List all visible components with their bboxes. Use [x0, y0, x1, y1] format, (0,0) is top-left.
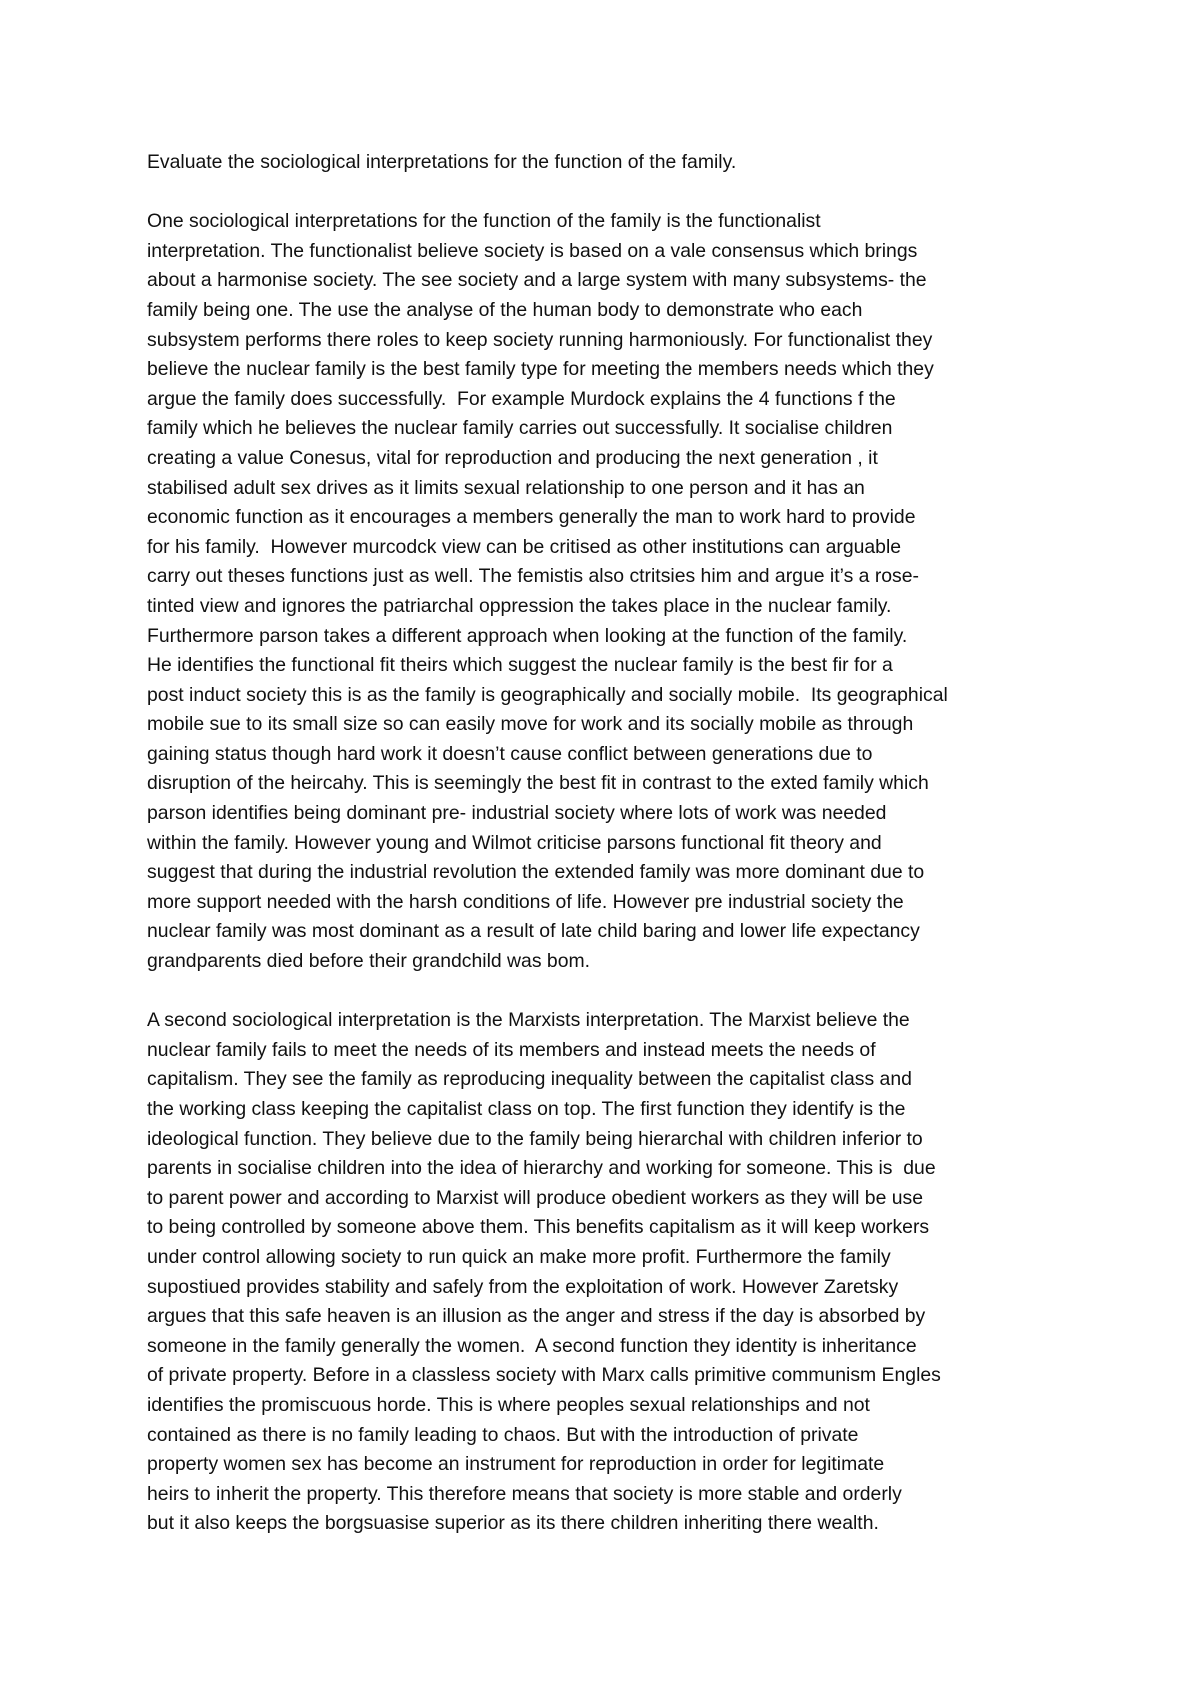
text-line: capitalism. They see the family as reproducing inequality between the capitalist class and [147, 1068, 912, 1091]
text-line: post induct society this is as the family is geographically and socially mobile. Its geographical [147, 683, 948, 706]
text-line: about a harmonise society. The see society and a large system with many subsystems- the [147, 269, 927, 292]
text-line: He identifies the functional fit theirs which suggest the nuclear family is the best fir for a [147, 654, 893, 677]
text-line: for his family. However murcodck view can be critised as other institutions can arguable [147, 535, 902, 558]
text-line: grandparents died before their grandchild was bom. [147, 950, 591, 973]
text-line: property women sex has become an instrument for reproduction in order for legitimate [147, 1453, 885, 1476]
paragraph-marxist [147, 1006, 1067, 1539]
text-line: suggest that during the industrial revolution the extended family was more dominant due to [147, 861, 925, 884]
text-line: within the family. However young and Wilmot criticise parsons functional fit theory and [147, 831, 882, 854]
text-line: ideological function. They believe due to the family being hierarchal with children inferior to [147, 1127, 923, 1150]
text-line: believe the nuclear family is the best family type for meeting the members needs which they [147, 358, 934, 381]
document-body [147, 148, 1067, 1539]
text-line: the working class keeping the capitalist class on top. The first function they identify is the [147, 1098, 906, 1120]
text-line: A second sociological interpretation is the Marxists interpretation. The Marxist believe the [147, 1009, 910, 1032]
text-line: creating a value Conesus, vital for reproduction and producing the next generation , it [147, 446, 878, 469]
text-line: economic function as it encourages a members generally the man to work hard to provide [147, 506, 916, 529]
text-line: of private property. Before in a classless society with Marx calls primitive communism Engles [147, 1364, 941, 1387]
text-line: gaining status though hard work it doesn’t cause conflict between generations due to [147, 742, 873, 765]
paragraph-spacer [147, 977, 1067, 1007]
text-line: mobile sue to its small size so can easily move for work and its socially mobile as through [147, 713, 914, 736]
text-line: One sociological interpretations for the function of the family is the functionalist [147, 210, 821, 233]
text-line: Furthermore parson takes a different approach when looking at the function of the family. [147, 624, 908, 647]
text-line: parents in socialise children into the idea of hierarchy and working for someone. This is due [147, 1157, 936, 1180]
paragraph-functionalist [147, 207, 1067, 976]
paragraph-spacer [147, 178, 1067, 208]
text-line: subsystem performs there roles to keep society running harmoniously. For functionalist they [147, 328, 933, 351]
text-line: someone in the family generally the women. A second function they identity is inheritance [147, 1334, 917, 1357]
text-line: argue the family does successfully. For example Murdock explains the 4 functions f the [147, 387, 896, 410]
text-line: interpretation. The functionalist believe society is based on a vale consensus which brings [147, 239, 918, 262]
text-line: argues that this safe heaven is an illusion as the anger and stress if the day is absorbed by [147, 1305, 926, 1328]
text-line: nuclear family fails to meet the needs of its members and instead meets the needs of [147, 1038, 876, 1061]
text-line: family which he believes the nuclear family carries out successfully. It socialise children [147, 417, 893, 440]
text-line: to being controlled by someone above them. This benefits capitalism as it will keep workers [147, 1216, 930, 1239]
text-line: to parent power and according to Marxist will produce obedient workers as they will be use [147, 1186, 924, 1209]
text-line: contained as there is no family leading to chaos. But with the introduction of private [147, 1423, 859, 1446]
text-line: identifies the promiscuous horde. This is where peoples sexual relationships and not [147, 1393, 870, 1416]
text-line: nuclear family was most dominant as a result of late child baring and lower life expectancy [147, 920, 920, 943]
text-line: stabilised adult sex drives as it limits sexual relationship to one person and it has an [147, 476, 865, 499]
essay-title: Evaluate the sociological interpretations for the function of the family. [147, 151, 737, 173]
text-line: heirs to inherit the property. This therefore means that society is more stable and orderly [147, 1482, 902, 1505]
text-line: but it also keeps the borgsuasise superior as its there children inheriting there wealth. [147, 1512, 879, 1535]
text-line: carry out theses functions just as well. The femistis also ctritsies him and argue it’s a rose- [147, 565, 919, 588]
text-line: disruption of the heircahy. This is seemingly the best fit in contrast to the exted family which [147, 772, 929, 795]
text-line: family being one. The use the analyse of the human body to demonstrate who each [147, 298, 863, 321]
text-line: under control allowing society to run quick an make more profit. Furthermore the family [147, 1245, 891, 1268]
text-line: more support needed with the harsh conditions of life. However pre industrial society the [147, 890, 904, 913]
text-line: parson identifies being dominant pre- industrial society where lots of work was needed [147, 802, 887, 825]
text-line: supostiued provides stability and safely from the exploitation of work. However Zaretsky [147, 1275, 899, 1298]
text-line: tinted view and ignores the patriarchal oppression the takes place in the nuclear family. [147, 594, 892, 617]
